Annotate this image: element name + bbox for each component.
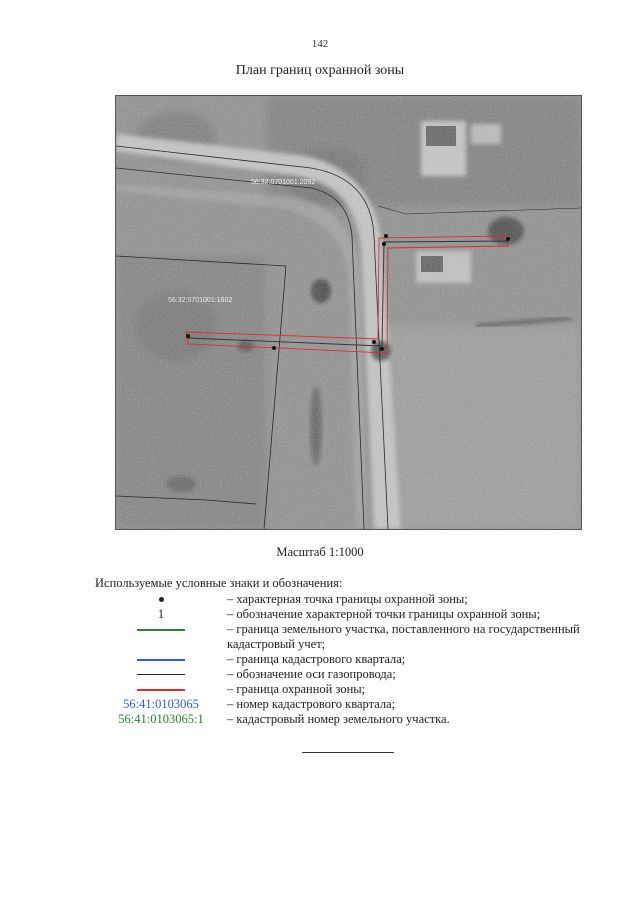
legend-item <box>95 697 605 712</box>
quarter-number-symbol: 56:41:0103065 <box>123 697 199 711</box>
legend-item <box>95 652 605 667</box>
legend-text: – характерная точка границы охранной зоны; <box>227 592 468 606</box>
aerial-map <box>115 95 582 530</box>
footer-rule <box>302 752 394 753</box>
legend-text: – граница охранной зоны; <box>227 682 366 696</box>
legend-item <box>95 592 605 607</box>
legend-item <box>95 667 605 682</box>
legend-text: – обозначение характерной точки границы охранной зоны; <box>227 607 541 621</box>
black-line-icon <box>137 674 185 675</box>
page-title: План границ охранной зоны <box>235 63 405 78</box>
legend-text: – граница земельного участка, поставленного на государственный кадастровый учет; <box>227 622 580 651</box>
map-scale: Масштаб 1:1000 <box>276 545 364 559</box>
legend-item <box>95 607 605 622</box>
green-line-icon <box>137 629 185 631</box>
legend-item <box>95 682 605 697</box>
legend-item <box>95 622 605 652</box>
blue-line-icon <box>137 659 185 661</box>
legend-title: Используемые условные знаки и обозначения: <box>95 576 343 590</box>
point-marker-icon <box>159 597 164 602</box>
parcel-label: 56:32:0701001:1602 <box>168 297 233 304</box>
parcel-label: 56:32:0701001:2092 <box>251 179 316 186</box>
parcel-number-symbol: 56:41:0103065:1 <box>118 712 204 726</box>
legend-text: – граница кадастрового квартала; <box>227 652 406 666</box>
red-line-icon <box>137 689 185 691</box>
legend-text: – кадастровый номер земельного участка. <box>227 712 450 726</box>
legend-item <box>95 712 605 727</box>
legend-text: – обозначение оси газопровода; <box>227 667 396 681</box>
point-number-symbol: 1 <box>157 607 165 621</box>
legend <box>95 592 605 727</box>
legend-text: – номер кадастрового квартала; <box>227 697 396 711</box>
page-number: 142 <box>311 38 329 50</box>
